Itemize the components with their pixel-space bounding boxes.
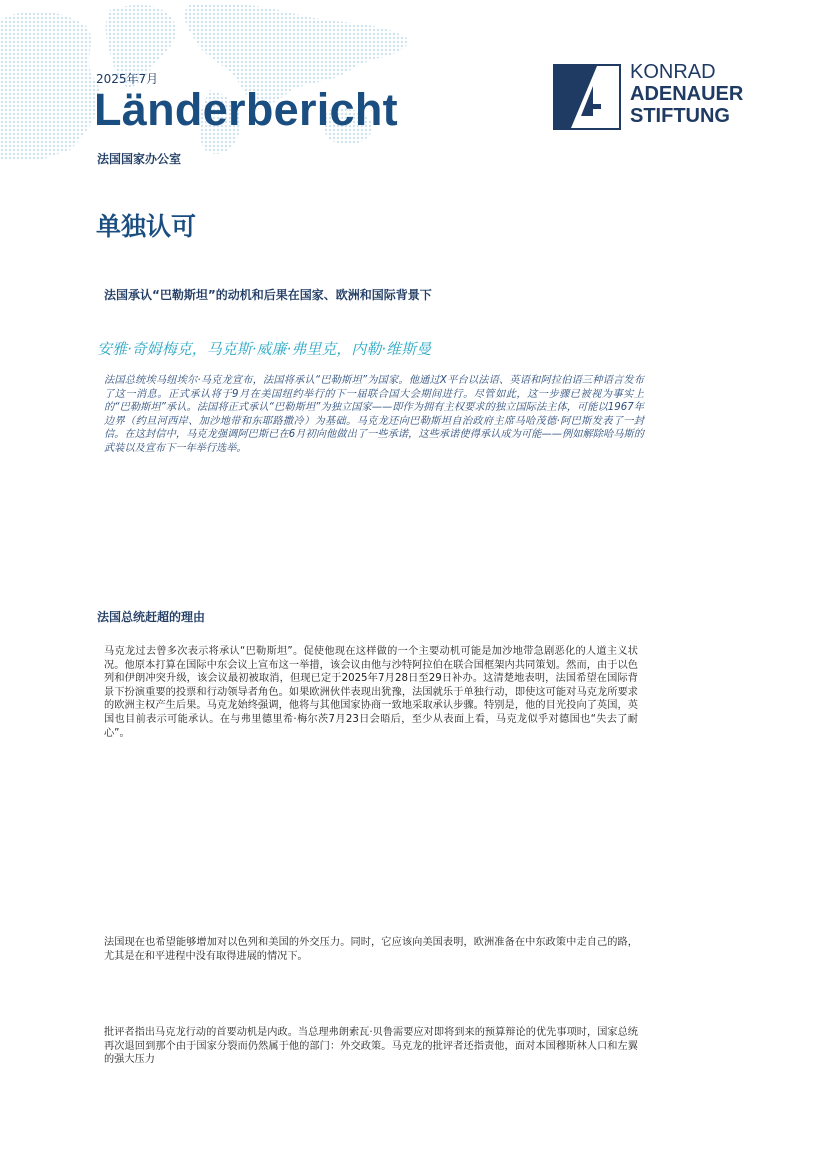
kas-logo [553,61,773,132]
paragraph: 马克龙过去曾多次表示将承认“巴勒斯坦”。促使他现在这样做的一个主要动机可能是加沙地带急剧恶化的人道主义状况。他原本打算在国际中东会议上宣布这一举措，该会议由他与沙特阿拉伯在联合国框架内共同策划。然而，由于以色列和伊朗冲突升级，该会议最初被取消，但现已定于2025年7月28日至29日补办。这清楚地表明，法国希望在国际背景下扮演重要的投票和行动领导者角色。如果欧洲伙伴表现出犹豫，法国就乐于单独行动，即使这可能对马克龙所要求的欧洲主权产生后果。马克龙始终强调，他将与其他国家协商一致地采取承认步骤。特别是，他的目光投向了英国，英国也目前表示可能承认。在与弗里德里希·梅尔茨7月23日会晤后，至少从表面上看，马克龙似乎对德国也“失去了耐心”。 [104,646,638,739]
document-title: 单独认可 [96,212,197,241]
logo-line-1: KONRAD [630,61,716,83]
kas-logo-wordmark [630,61,743,127]
series-title: Länderbericht [94,84,398,135]
logo-line-2: ADENAUER [630,83,744,105]
paragraph: 法国现在也希望能够增加对以色列和美国的外交压力。同时，它应该向美国表明，欧洲准备在中东政策中走自己的路，尤其是在和平进程中没有取得进展的情况下。 [104,937,638,962]
document-subtitle: 法国承认“巴勒斯坦”的动机和后果在国家、欧洲和国际背景下 [104,288,432,302]
section-heading: 法国总统赶超的理由 [97,610,206,624]
authors: 安雅·奇姆梅克，马克斯·威廉·弗里克，内勒·维斯曼 [97,340,432,358]
abstract: 法国总统埃马纽埃尔·马克龙宣布，法国将承认“巴勒斯坦”为国家。他通过X平台以法语、英语和阿拉伯语三种语言发布了这一消息。正式承认将于9月在美国纽约举行的下一届联合国大会期间进行。尽管如此，这一步骤已被视为事实上的“巴勒斯坦”承认。法国将正式承认“巴勒斯坦”为独立国家——即作为拥有主权要求的独立国际法主体，可能以1967年边界（约旦河西岸、加沙地带和东耶路撒冷）为基础。马克龙还向巴勒斯坦自治政府主席马哈茂德·阿巴斯发表了一封信。在这封信中，马克龙强调阿巴斯已在6月初向他做出了一些承诺，这些承诺使得承认成为可能——例如解除哈马斯的武装以及宣布下一年举行选举。 [104,375,644,454]
paragraph: 批评者指出马克龙行动的首要动机是内政。当总理弗朗索瓦·贝鲁需要应对即将到来的预算辩论的优先事项时，国家总统再次退回到那个由于国家分裂而仍然属于他的部门：外交政策。马克龙的批评者还指责他，面对本国穆斯林人口和左翼的强大压力 [104,1027,638,1066]
logo-line-3: STIFTUNG [630,105,730,127]
kas-logo-mark-icon [553,64,621,130]
world-map-background [0,0,420,160]
report-date: 2025年7月 [96,72,159,86]
office-name: 法国国家办公室 [97,152,182,166]
